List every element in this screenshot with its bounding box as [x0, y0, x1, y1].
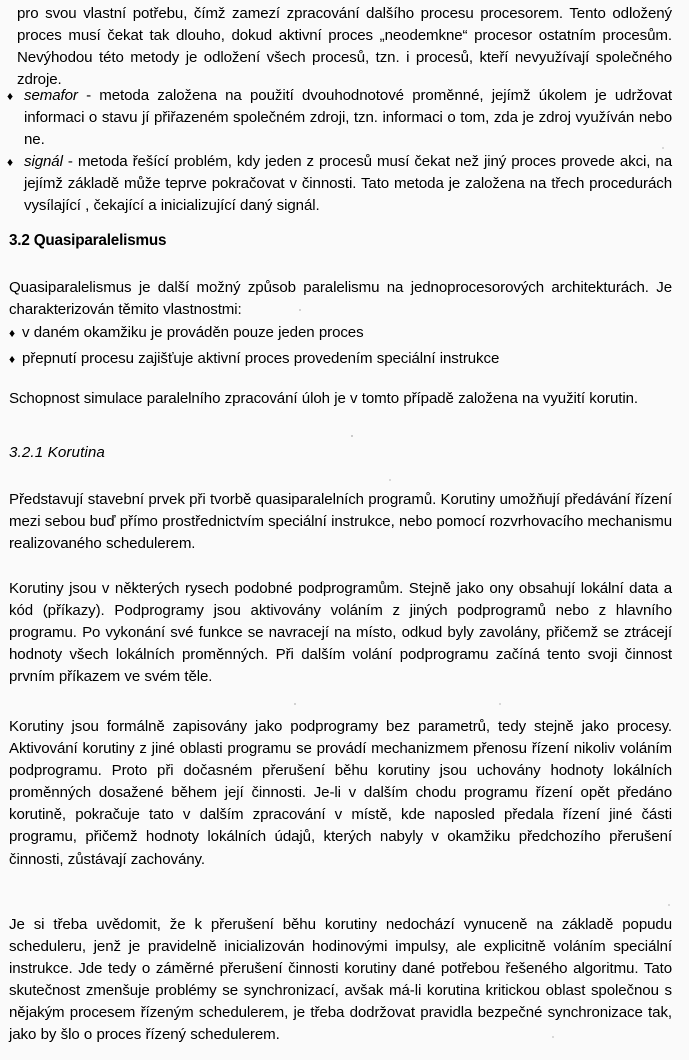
intro-continuation-paragraph: pro svou vlastní potřebu, čímž zamezí zpracování dalšího procesu procesorem. Tento odložený proces musí čekat tak dlouho, dokud aktivní proces „neodemkne“ procesor ostatním procesům. Nevýhodou této metody je odložení všech procesů, tzn. i procesů, kteří nevyužívají společného zdroje. [17, 5, 672, 89]
list-item [9, 348, 674, 370]
paragraph-predstavuji: Představují stavební prvek při tvorbě quasiparalelních programů. Korutiny umožňují předávání řízení mezi sebou buď přímo prostřednictvím speciální instrukce, nebo pomocí rozvrhovacího mechanismu realizovaného schedulerem. [9, 491, 672, 553]
sync-methods-list [7, 85, 672, 218]
diamond-bullet-icon: ♦ [7, 155, 14, 170]
term-semafor-description: - metoda založena na použití dvouhodnotové proměnné, jejímž úkolem je udržovat informaci o stavu jí přiřazeném společném zdroji, tzn. informaci o tom, zda je zdroj využíván nebo ne. [24, 87, 672, 149]
list-item-text: v daném okamžiku je prováděn pouze jeden proces [22, 324, 364, 341]
paragraph-je-si-treba: Je si třeba uvědomit, že k přerušení běhu korutiny nedochází vynuceně na základě popudu scheduleru, jenž je pravidelně inicializován hodinovými impulsy, ale explicitně voláním speciální instrukce. Jde tedy o záměrné přerušení činnosti korutiny dané potřebou řešeného algoritmu. Tato skutečnost zmenšuje problémy se synchronizací, avšak má-li korutina kritickou oblast společnou s nějakým procesem řízeným schedulerem, je třeba dodržovat pravidla bezpečné synchronizace tak, jako by šlo o proces řízený schedulerem. [9, 916, 672, 1044]
section-heading-3-2: 3.2 Quasiparalelismus [9, 232, 167, 249]
diamond-bullet-icon: ♦ [9, 326, 16, 340]
list-item [9, 322, 674, 344]
paragraph-korutiny-podobne: Korutiny jsou v některých rysech podobné podprogramům. Stejně jako ony obsahují lokální data a kód (příkazy). Podprogramy jsou aktivovány voláním z jiných podprogramů nebo z hlavního programu. Po vykonání své funkce se navracejí na místo, odkud byly zavolány, přičemž se ztrácejí hodnoty všech lokálních proměnných. Při dalším volání podprogramu začíná tento svoji činnost prvním příkazem ve svém těle. [9, 580, 672, 686]
list-item-text [24, 151, 672, 217]
paragraph-quasiparalelismus-intro: Quasiparalelismus je další možný způsob paralelismu na jednoprocesorových architekturách. Je charakterizován těmito vlastnostmi: [9, 279, 672, 319]
diamond-bullet-icon: ♦ [9, 352, 16, 367]
list-item-text [24, 85, 672, 151]
section-heading-3-2-1: 3.2.1 Korutina [9, 444, 105, 461]
paragraph-schopnost-simulace: Schopnost simulace paralelního zpracování úloh je v tomto případě založena na využití korutin. [9, 390, 638, 407]
list-item [7, 151, 672, 217]
diamond-bullet-icon: ♦ [7, 89, 14, 103]
list-item [7, 85, 672, 151]
list-item-text: přepnutí procesu zajišťuje aktivní proces provedením speciální instrukce [22, 350, 500, 368]
paragraph-korutiny-formalne: Korutiny jsou formálně zapisovány jako podprogramy bez parametrů, tedy stejně jako procesy. Aktivování korutiny z jiné oblasti programu se provádí mechanizmem přenosu řízení nikoliv voláním podprogramu. Proto při dočasném přerušení běhu korutiny jsou uchovány hodnoty lokálních proměnných dosažené během její činnosti. Je-li v dalším chodu programu řízení opět předáno korutině, pokračuje tato v dalším zpracování v místě, kde naposled předala řízení jiné části programu, přičemž hodnoty lokálních údajů, kterých nabyly v okamžiku předchozího přerušení činnosti, zůstávají zachovány. [9, 718, 672, 868]
term-signal: signál [24, 153, 63, 171]
term-signal-description: - metoda řešící problém, kdy jeden z procesů musí čekat než jiný proces provede akci, na jejímž základě může teprve pokračovat v činnosti. Tato metoda je založena na třech procedurách vysílající , čekající a inicializující daný signál. [24, 153, 672, 215]
quasi-features-list [9, 322, 674, 370]
term-semafor: semafor [24, 87, 78, 104]
